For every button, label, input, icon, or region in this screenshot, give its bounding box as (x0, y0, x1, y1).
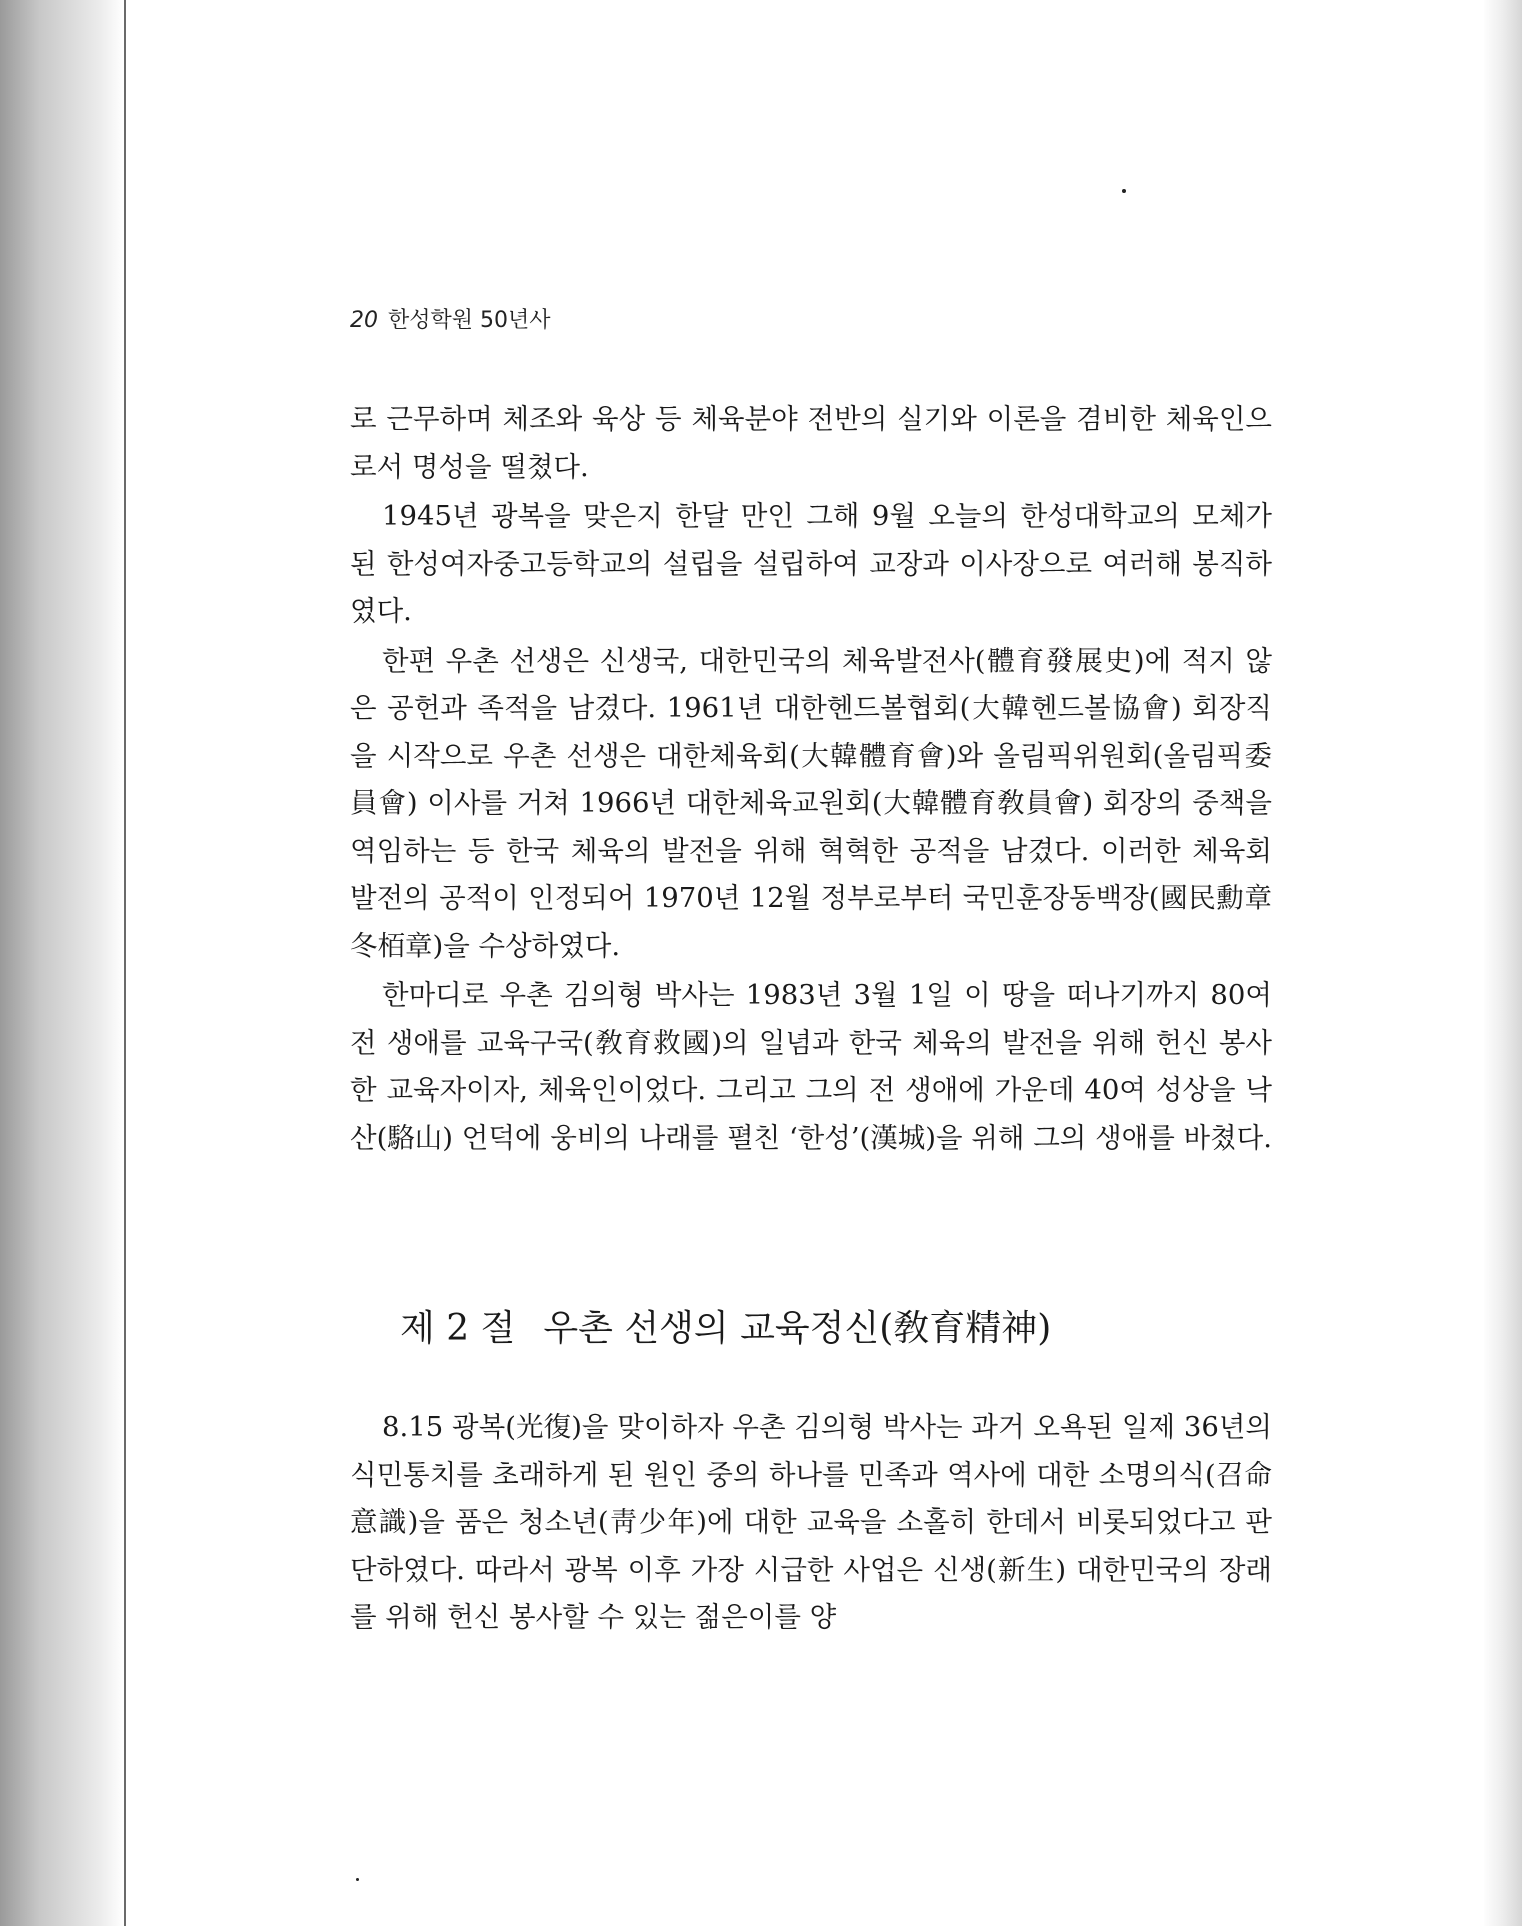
page-shadow-left (0, 0, 124, 1926)
paragraph: 8.15 광복(光復)을 맞이하자 우촌 김의형 박사는 과거 오욕된 일제 36년의 식민통치를 초래하게 된 원인 중의 하나를 민족과 역사에 대한 소명의식(召命意識)을 품은 청소년(靑少年)에 대한 교육을 소홀히 한데서 비롯되었다고 판단하였다. 따라서 광복 이후 가장 시급한 사업은 신생(新生) 대한민국의 장래를 위해 헌신 봉사할 수 있는 젊은이를 양 (350, 1411, 1272, 1633)
stray-dot (356, 1878, 359, 1881)
section-title: 우촌 선생의 교육정신(敎育精神) (543, 1308, 1052, 1349)
section-number: 제 2 절 (400, 1308, 516, 1349)
page-shadow-right (1482, 0, 1522, 1926)
paragraph: 1945년 광복을 맞은지 한달 만인 그해 9월 오늘의 한성대학교의 모체가 된 한성여자중고등학교의 설립을 설립하여 교장과 이사장으로 여러해 봉직하였다. (350, 500, 1272, 627)
book-title: 한성학원 50년사 (388, 308, 551, 333)
body-text-bottom (350, 1404, 1272, 1642)
running-header (350, 303, 551, 334)
paragraph: 로 근무하며 체조와 육상 등 체육분야 전반의 실기와 이론을 겸비한 체육인으로서 명성을 떨쳤다. (350, 403, 1272, 483)
paragraph: 한편 우촌 선생은 신생국, 대한민국의 체육발전사(體育發展史)에 적지 않은 공헌과 족적을 남겼다. 1961년 대한헨드볼협회(大韓헨드볼協會) 회장직을 시작으로 우촌 선생은 대한체육회(大韓體育會)와 올림픽위원회(올림픽委員會) 이사를 거쳐 1966년 대한체육교원회(大韓體育敎員會) 회장의 중책을 역임하는 등 한국 체육의 발전을 위해 혁혁한 공적을 남겼다. 이러한 체육회 발전의 공적이 인정되어 1970년 12월 정부로부터 국민훈장동백장(國民勳章冬栢章)을 수상하였다. (350, 644, 1272, 962)
section-heading (400, 1300, 1051, 1351)
paragraph: 한마디로 우촌 김의형 박사는 1983년 3월 1일 이 땅을 떠나기까지 80여 전 생애를 교육구국(敎育救國)의 일념과 한국 체육의 발전을 위해 헌신 봉사한 교육자이자, 체육인이었다. 그리고 그의 전 생애에 가운데 40여 성상을 낙산(駱山) 언덕에 웅비의 나래를 펼친 ‘한성’(漢城)을 위해 그의 생애를 바쳤다. (350, 979, 1272, 1154)
stray-dot (1122, 189, 1126, 193)
body-text-top (350, 396, 1272, 1162)
page-number: 20 (350, 308, 378, 333)
